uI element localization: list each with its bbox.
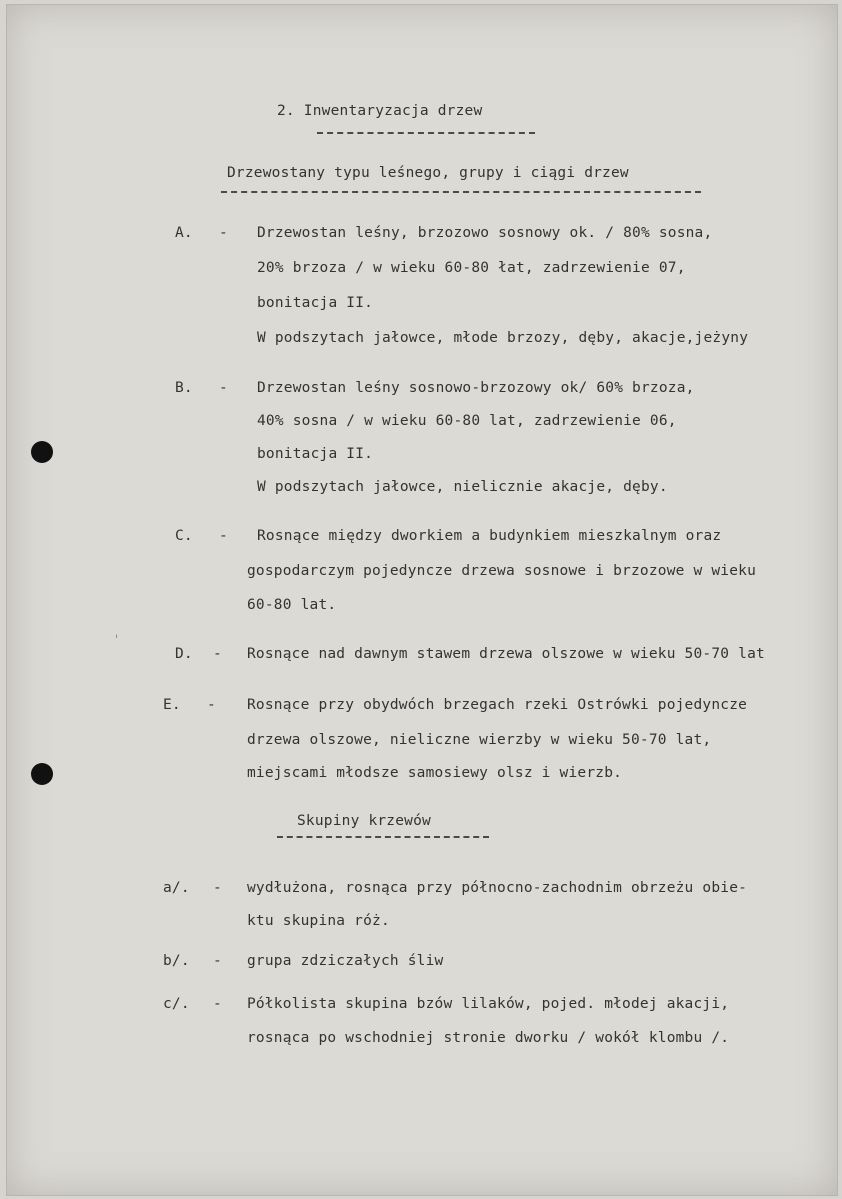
shrub-label: b/. [163, 953, 190, 969]
shrub-line: rosnąca po wschodniej stronie dworku / wokół klombu /. [247, 1030, 730, 1046]
document-page [6, 4, 838, 1196]
shrub-label: c/. [163, 996, 190, 1012]
entry-dash: - [207, 697, 216, 713]
section-title-trees-underline [221, 191, 701, 193]
entry-line: 60-80 lat. [247, 597, 337, 613]
entry-line: Rosnące przy obydwóch brzegach rzeki Ostrówki pojedyncze [247, 697, 748, 713]
document-heading: 2. Inwentaryzacja drzew [277, 103, 483, 119]
entry-label: C. [175, 528, 193, 544]
entry-line: Rosnące między dworkiem a budynkiem mieszkalnym oraz [257, 528, 722, 544]
punch-hole-lower [31, 763, 53, 785]
entry-line: miejscami młodsze samosiewy olsz i wierzb. [247, 765, 623, 781]
entry-line: 40% sosna / w wieku 60-80 lat, zadrzewienie 06, [257, 413, 677, 429]
entry-dash: - [219, 528, 228, 544]
entry-dash: - [219, 380, 228, 396]
section-title-shrubs: Skupiny krzewów [297, 813, 431, 829]
punch-hole-upper [31, 441, 53, 463]
entry-line: 20% brzoza / w wieku 60-80 łat, zadrzewienie 07, [257, 260, 686, 276]
entry-dash: - [213, 646, 222, 662]
shrub-line: ktu skupina róż. [247, 913, 390, 929]
entry-line: W podszytach jałowce, młode brzozy, dęby, akacje,jeżyny [257, 330, 749, 346]
entry-line: Drzewostan leśny, brzozowo sosnowy ok. / 80% sosna, [257, 225, 713, 241]
entry-label: D. [175, 646, 193, 662]
entry-dash: - [219, 225, 228, 241]
shrub-dash: - [213, 880, 222, 896]
heading-underline [317, 132, 535, 134]
entry-line: Drzewostan leśny sosnowo-brzozowy ok/ 60% brzoza, [257, 380, 695, 396]
shrub-line: grupa zdziczałych śliw [247, 953, 444, 969]
shrub-line: Półkolista skupina bzów lilaków, pojed. młodej akacji, [247, 996, 730, 1012]
shrub-dash: - [213, 996, 222, 1012]
entry-line: W podszytach jałowce, nielicznie akacje, dęby. [257, 479, 668, 495]
entry-line: drzewa olszowe, nieliczne wierzby w wieku 50-70 lat, [247, 732, 712, 748]
entry-line: Rosnące nad dawnym stawem drzewa olszowe w wieku 50-70 lat [247, 646, 765, 662]
section-title-trees: Drzewostany typu leśnego, grupy i ciągi drzew [227, 165, 629, 181]
entry-line: bonitacja II. [257, 446, 374, 462]
shrub-label: a/. [163, 880, 190, 896]
entry-line: gospodarczym pojedyncze drzewa sosnowe i brzozowe w wieku [247, 563, 756, 579]
entry-line: bonitacja II. [257, 295, 374, 311]
entry-label: A. [175, 225, 193, 241]
entry-label: B. [175, 380, 193, 396]
section-title-shrubs-underline [277, 836, 489, 838]
shrub-dash: - [213, 953, 222, 969]
entry-label: E. [163, 697, 181, 713]
stray-mark: ˌ [113, 625, 121, 639]
shrub-line: wydłużona, rosnąca przy północno-zachodnim obrzeżu obie- [247, 880, 748, 896]
